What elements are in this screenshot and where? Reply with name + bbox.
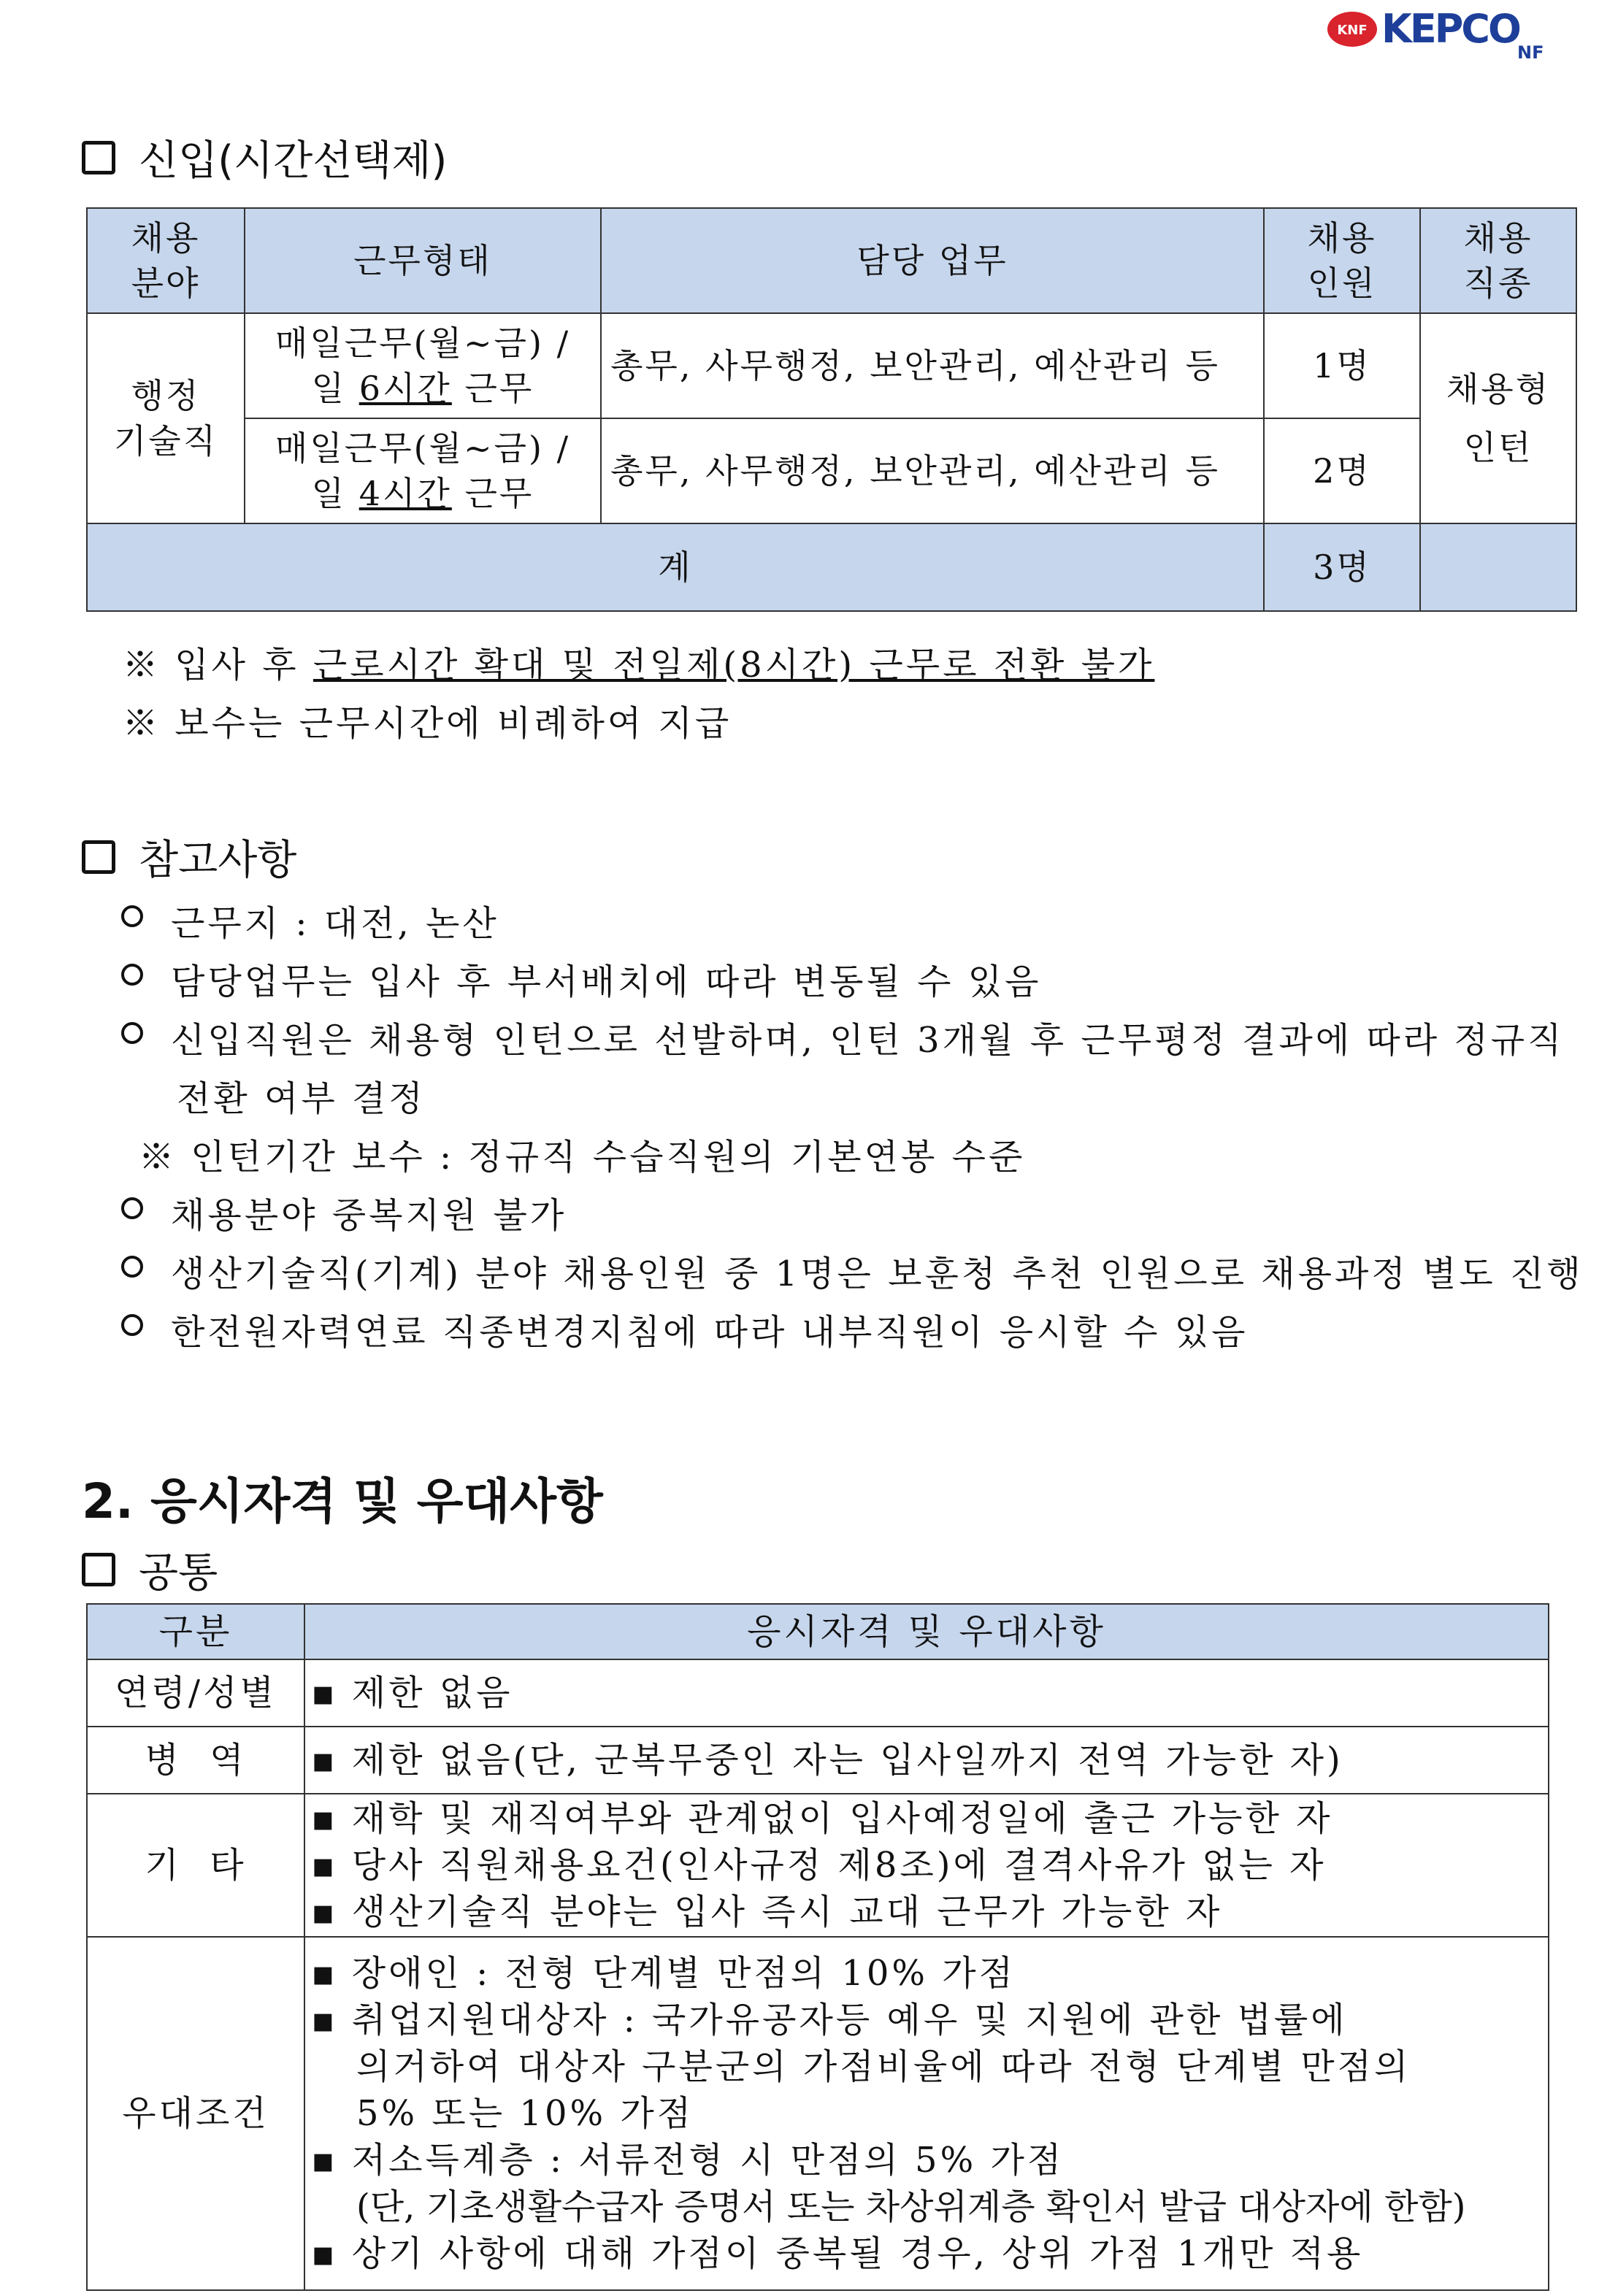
total-label: 계 bbox=[87, 523, 1264, 611]
row-label: 연령/성별 bbox=[87, 1659, 304, 1727]
row-content: ▪ 장애인 : 전형 단계별 만점의 10% 가점 ▪ 취업지원대상자 : 국가유공자등 예우 및 지원에 관한 법률에 의거하여 대상자 구분군의 가점비율에 따라 전형 단계별 만점의 5% 또는 10% 가점 ▪ 저소득계층 : 서류전형 시 만점의 5% 가점 (단, 기초생활수급자 증명서 또는 차상위계층 확인서 발급 대상자에 한함) ▪ 상기 사항에 대해 가점이 중복될 경우, 상위 가점 1개만 적용 bbox=[304, 1937, 1549, 2290]
count-cell: 1명 bbox=[1264, 313, 1420, 418]
circle-bullet-icon bbox=[121, 905, 143, 927]
note-item: ※ 입사 후 근로시간 확대 및 전일제(8시간) 근무로 전환 불가 bbox=[123, 645, 1155, 686]
header-field: 채용 분야 bbox=[87, 208, 245, 313]
header-count: 채용 인원 bbox=[1264, 208, 1420, 313]
duty-cell: 총무, 사무행정, 보안관리, 예산관리 등 bbox=[601, 313, 1264, 418]
row-content: ▪ 제한 없음 bbox=[304, 1659, 1549, 1727]
section-title-common: 공통 bbox=[82, 1540, 218, 1599]
circle-bullet-icon bbox=[121, 964, 143, 986]
logo-mark-text: KNF bbox=[1337, 23, 1368, 38]
table-row bbox=[87, 1937, 1549, 2290]
section-title-new-hire bbox=[82, 128, 447, 187]
header-qualification: 응시자격 및 우대사항 bbox=[304, 1604, 1549, 1659]
circle-bullet-icon bbox=[121, 1022, 143, 1044]
circle-bullet-icon bbox=[121, 1197, 143, 1219]
heading-qualifications: 2. 응시자격 및 우대사항 bbox=[82, 1473, 603, 1529]
row-content: ▪ 재학 및 재직여부와 관계없이 입사예정일에 출근 가능한 자 ▪ 당사 직원채용요건(인사규정 제8조)에 결격사유가 없는 자 ▪ 생산기술직 분야는 입사 즉시 교대 근무가 가능한 자 bbox=[304, 1794, 1549, 1937]
header-work-type: 근무형태 bbox=[245, 208, 601, 313]
table-row bbox=[87, 1794, 1549, 1937]
checkbox-square-icon bbox=[82, 141, 115, 174]
field-cell: 행정 기술직 bbox=[87, 313, 245, 523]
table-row bbox=[87, 1727, 1549, 1794]
total-row bbox=[87, 523, 1576, 611]
list-item: 생산기술직(기계) 분야 채용인원 중 1명은 보훈청 추천 인원으로 채용과정 별도 진행 bbox=[121, 1245, 1584, 1296]
work-type-cell: 매일근무(월~금) / 일 6시간 근무 bbox=[245, 313, 601, 418]
row-content: ▪ 제한 없음(단, 군복무중인 자는 입사일까지 전역 가능한 자) bbox=[304, 1727, 1549, 1794]
list-item: 담당업무는 입사 후 부서배치에 따라 변동될 수 있음 bbox=[121, 953, 1042, 1004]
count-cell: 2명 bbox=[1264, 418, 1420, 523]
kepco-logo-mark-icon bbox=[1326, 10, 1378, 48]
list-item: 신입직원은 채용형 인턴으로 선발하며, 인턴 3개월 후 근무평정 결과에 따라 정규직 bbox=[121, 1012, 1565, 1062]
job-type-cell: 채용형 인턴 bbox=[1420, 313, 1576, 523]
qualifications-table bbox=[86, 1603, 1549, 2291]
row-label: 병 역 bbox=[87, 1727, 304, 1794]
logo-subtext: NF bbox=[1517, 42, 1544, 63]
list-item: 근무지 : 대전, 논산 bbox=[121, 895, 499, 945]
circle-bullet-icon bbox=[121, 1314, 143, 1336]
row-label: 기 타 bbox=[87, 1794, 304, 1937]
list-item: 한전원자력연료 직종변경지침에 따라 내부직원이 응시할 수 있음 bbox=[121, 1304, 1249, 1354]
table-row bbox=[87, 1659, 1549, 1727]
section-title-reference: 참고사항 bbox=[82, 828, 296, 886]
recruitment-table bbox=[86, 207, 1577, 612]
list-item-continuation: 전환 여부 결정 bbox=[177, 1078, 426, 1119]
logo-text: KEPCO bbox=[1381, 6, 1519, 52]
section-title-text: 신입(시간선택제) bbox=[139, 137, 448, 185]
header-job-type: 채용 직종 bbox=[1420, 208, 1576, 313]
total-empty bbox=[1420, 523, 1576, 611]
checkbox-square-icon bbox=[82, 840, 115, 874]
work-type-cell: 매일근무(월~금) / 일 4시간 근무 bbox=[245, 418, 601, 523]
note-item: ※ 인턴기간 보수 : 정규직 수습직원의 기본연봉 수준 bbox=[139, 1137, 1026, 1178]
table-row bbox=[87, 418, 1576, 523]
circle-bullet-icon bbox=[121, 1256, 143, 1278]
total-count: 3명 bbox=[1264, 523, 1420, 611]
header-category: 구분 bbox=[87, 1604, 304, 1659]
header-duty: 담당 업무 bbox=[601, 208, 1264, 313]
kepco-nf-logo bbox=[1326, 6, 1567, 64]
list-item: 채용분야 중복지원 불가 bbox=[121, 1187, 567, 1237]
checkbox-square-icon bbox=[82, 1553, 115, 1586]
row-label: 우대조건 bbox=[87, 1937, 304, 2290]
table-row bbox=[87, 313, 1576, 418]
note-item: ※ 보수는 근무시간에 비례하여 지급 bbox=[123, 703, 732, 744]
duty-cell: 총무, 사무행정, 보안관리, 예산관리 등 bbox=[601, 418, 1264, 523]
